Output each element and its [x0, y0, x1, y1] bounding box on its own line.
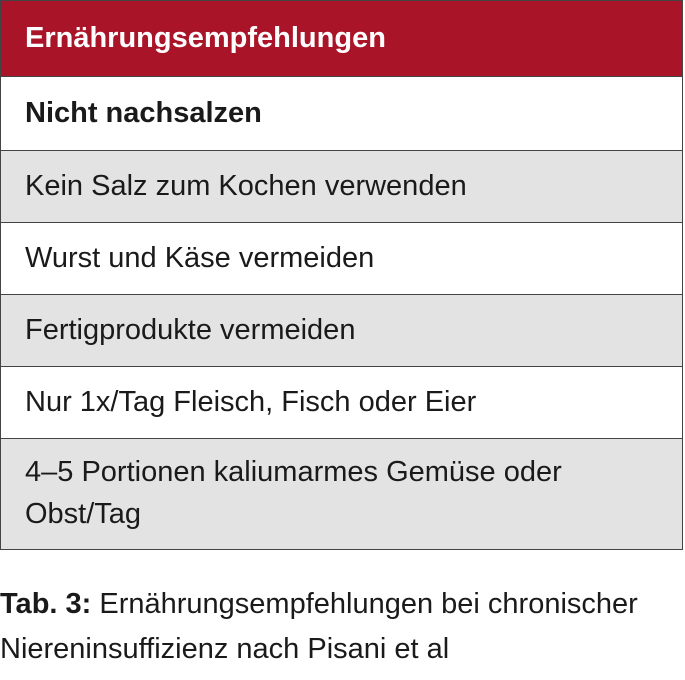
table-row: Kein Salz zum Kochen verwenden	[1, 151, 682, 223]
table-header: Ernährungsempfehlungen	[1, 1, 682, 77]
caption-label: Tab. 3:	[0, 588, 92, 620]
table-row: 4–5 Portionen kaliumarmes Gemüse oder Obst/Tag	[1, 439, 682, 549]
table-caption	[0, 582, 685, 672]
table-row: Fertigprodukte vermeiden	[1, 295, 682, 367]
table-row: Wurst und Käse vermeiden	[1, 223, 682, 295]
table-row: Nur 1x/Tag Fleisch, Fisch oder Eier	[1, 367, 682, 439]
table-row: Nicht nachsalzen	[1, 77, 682, 151]
caption-text: Ernährungsempfehlungen bei chronischer Niereninsuffizienz nach Pisani et al	[0, 588, 638, 665]
